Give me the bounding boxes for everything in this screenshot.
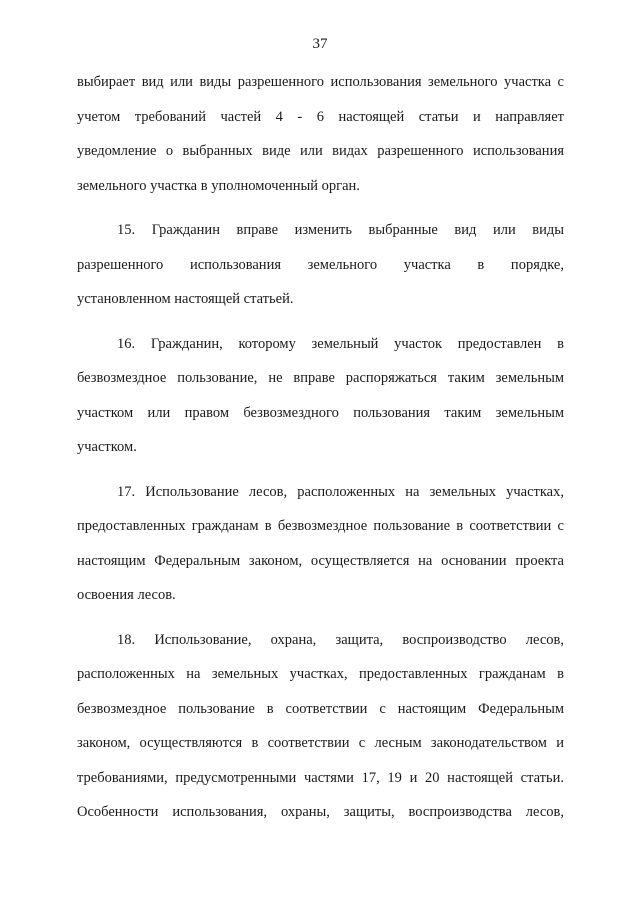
text-line: Особенности использования, охраны, защиты, воспроизводства лесов, — [77, 804, 564, 820]
paragraph-15 — [77, 213, 564, 317]
text-line: 16. Гражданин, которому земельный участок предоставлен в — [117, 335, 564, 352]
text-line: требованиями, предусмотренными частями 17, 19 и 20 настоящей статьи. — [77, 769, 564, 786]
paragraph-16 — [77, 327, 564, 465]
text-line: настоящим Федеральным законом, осуществляется на основании проекта — [77, 552, 564, 569]
text-line: земельного участка в уполномоченный орган. — [77, 177, 360, 194]
text-line: освоения лесов. — [77, 587, 176, 603]
text-line: 18. Использование, охрана, защита, воспроизводство лесов, — [117, 631, 564, 648]
text-line: участком или правом безвозмездного пользования таким земельным — [77, 404, 564, 421]
text-line: предоставленных гражданам в безвозмездное пользование в соответствии с — [77, 518, 564, 534]
text-line: 17. Использование лесов, расположенных на земельных участках, — [117, 483, 564, 500]
text-line: безвозмездное пользование в соответствии с настоящим Федеральным — [77, 700, 564, 717]
text-line: учетом требований частей 4 - 6 настоящей статьи и направляет — [77, 108, 564, 125]
text-line: 15. Гражданин вправе изменить выбранные вид или виды — [117, 222, 564, 238]
text-line: безвозмездное пользование, не вправе распоряжаться таким земельным — [77, 370, 564, 386]
paragraph-18 — [77, 623, 564, 830]
page-number: 37 — [312, 36, 328, 52]
text-line: участком. — [77, 439, 137, 455]
text-line: установленном настоящей статьей. — [77, 291, 294, 307]
paragraph-17 — [77, 475, 564, 613]
document-body — [77, 65, 564, 840]
text-line: уведомление о выбранных виде или видах разрешенного использования — [77, 143, 564, 159]
text-line: выбирает вид или виды разрешенного использования земельного участка с — [77, 74, 564, 90]
text-line: расположенных на земельных участках, предоставленных гражданам в — [77, 666, 564, 682]
paragraph-continuation — [77, 65, 564, 203]
text-line: законом, осуществляются в соответствии с лесным законодательством и — [77, 735, 564, 751]
text-line: разрешенного использования земельного участка в порядке, — [77, 256, 564, 273]
